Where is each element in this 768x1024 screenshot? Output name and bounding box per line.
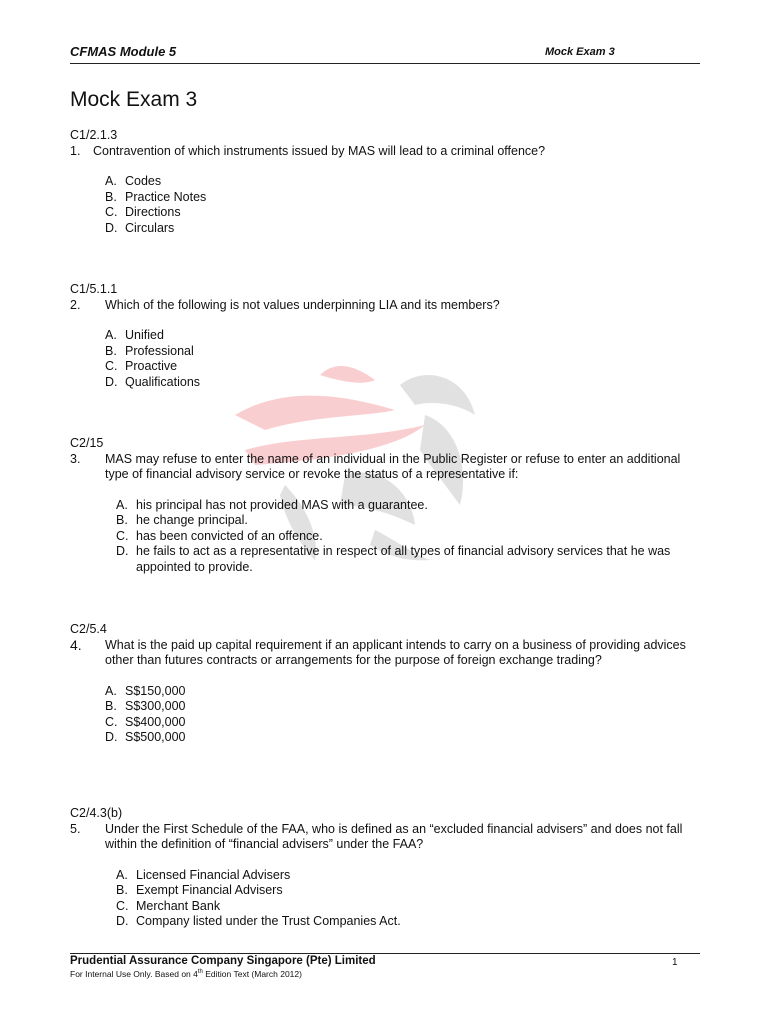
option-text: Qualifications — [125, 374, 201, 389]
option-d — [105, 375, 698, 391]
option-d — [105, 221, 698, 237]
question-stem — [70, 144, 698, 160]
option-text: Exempt Financial Advisers — [136, 883, 283, 897]
question-4 — [70, 622, 698, 746]
option-text: Merchant Bank — [136, 898, 221, 913]
option-letter: C. — [105, 714, 118, 729]
question-code: C1/5.1.1 — [70, 282, 118, 296]
option-d — [116, 544, 698, 575]
option-text: has been convicted of an offence. — [136, 528, 323, 543]
option-d — [105, 730, 698, 746]
option-letter: B. — [105, 699, 117, 713]
option-a — [105, 174, 698, 190]
option-letter: D. — [105, 220, 118, 235]
option-letter: D. — [105, 730, 118, 744]
footer-rule — [70, 953, 700, 954]
page-title: Mock Exam 3 — [70, 88, 198, 111]
header-rule — [70, 63, 700, 64]
option-c — [105, 715, 698, 731]
option-text: Codes — [125, 174, 162, 188]
question-stem — [70, 822, 698, 853]
option-c — [105, 359, 698, 375]
option-b — [116, 513, 698, 529]
option-text: Directions — [125, 205, 181, 219]
option-a — [116, 868, 698, 884]
question-code: C2/5.4 — [70, 622, 107, 636]
option-text: S$150,000 — [125, 683, 186, 698]
question-text: Which of the following is not values underpinning LIA and its members? — [105, 297, 500, 312]
option-text: Licensed Financial Advisers — [136, 867, 291, 882]
option-letter: A. — [116, 867, 128, 882]
footer-note-sup: th — [197, 969, 203, 976]
question-text: Contravention of which instruments issued by MAS will lead to a criminal offence? — [93, 143, 546, 158]
option-letter: A. — [105, 683, 117, 698]
question-number: 4. — [70, 636, 82, 653]
footer-company: Prudential Assurance Company Singapore (Pte) Limited — [70, 955, 376, 967]
option-text: Practice Notes — [125, 189, 207, 204]
option-text: S$300,000 — [125, 699, 186, 713]
option-list — [116, 868, 698, 930]
option-text: Proactive — [125, 359, 178, 373]
option-list — [116, 498, 698, 576]
option-letter: D. — [116, 914, 129, 928]
option-letter: A. — [105, 328, 117, 342]
question-number: 1. — [70, 143, 81, 158]
option-c — [105, 205, 698, 221]
option-text: Circulars — [125, 220, 175, 235]
option-d — [116, 914, 698, 930]
question-code: C2/4.3(b) — [70, 806, 123, 820]
option-letter: A. — [105, 174, 117, 188]
option-letter: C. — [105, 205, 118, 219]
option-letter: C. — [116, 898, 129, 913]
question-stem — [70, 298, 698, 314]
option-list — [105, 174, 698, 236]
option-text: Company listed under the Trust Companies Act. — [136, 914, 401, 928]
option-letter: D. — [116, 544, 129, 558]
question-3 — [70, 436, 698, 575]
option-a — [105, 328, 698, 344]
option-text: S$400,000 — [125, 714, 186, 729]
option-letter: B. — [116, 513, 128, 527]
question-stem — [70, 452, 698, 483]
option-text: Unified — [125, 328, 164, 342]
question-text: What is the paid up capital requirement if an applicant intends to carry on a business of providing advices other than futures contracts or arrangements for the purpose of foreign exchange trading? — [105, 637, 686, 667]
footer-note — [70, 969, 302, 979]
question-number: 3. — [70, 451, 81, 466]
question-2 — [70, 282, 698, 390]
option-b — [105, 190, 698, 206]
option-text: he change principal. — [136, 513, 248, 527]
option-c — [116, 899, 698, 915]
question-text: Under the First Schedule of the FAA, who is defined as an “excluded financial advisers” and does not fall within the definition of “financial advisers” under the FAA? — [105, 821, 683, 851]
header-exam: Mock Exam 3 — [545, 46, 615, 58]
option-letter: B. — [105, 189, 117, 204]
footer-note-prefix: For Internal Use Only. Based on 4 — [70, 969, 198, 979]
question-code: C2/15 — [70, 436, 104, 450]
option-letter: C. — [105, 359, 118, 373]
option-b — [105, 344, 698, 360]
header-module: CFMAS Module 5 — [70, 44, 177, 59]
option-text: his principal has not provided MAS with a guarantee. — [136, 497, 428, 512]
option-list — [105, 328, 698, 390]
question-number: 5. — [70, 821, 81, 836]
option-text: he fails to act as a representative in respect of all types of financial advisory services that he was appointed to provide. — [136, 544, 671, 574]
option-letter: C. — [116, 528, 129, 543]
page-number: 1 — [672, 957, 678, 968]
question-5 — [70, 806, 698, 930]
question-stem — [70, 638, 698, 669]
option-list — [105, 684, 698, 746]
question-number: 2. — [70, 297, 81, 312]
question-text: MAS may refuse to enter the name of an individual in the Public Register or refuse to enter an additional type of financial advisory service or revoke the status of a representative if: — [105, 451, 681, 481]
question-1 — [70, 128, 698, 236]
option-letter: B. — [105, 343, 117, 358]
option-text: Professional — [125, 343, 194, 358]
option-letter: A. — [116, 497, 128, 512]
question-code: C1/2.1.3 — [70, 128, 118, 142]
footer-note-suffix: Edition Text (March 2012) — [202, 969, 302, 979]
option-letter: D. — [105, 374, 118, 389]
option-letter: B. — [116, 883, 128, 897]
option-b — [116, 883, 698, 899]
option-a — [105, 684, 698, 700]
option-text: S$500,000 — [125, 730, 186, 744]
option-b — [105, 699, 698, 715]
option-a — [116, 498, 698, 514]
option-c — [116, 529, 698, 545]
